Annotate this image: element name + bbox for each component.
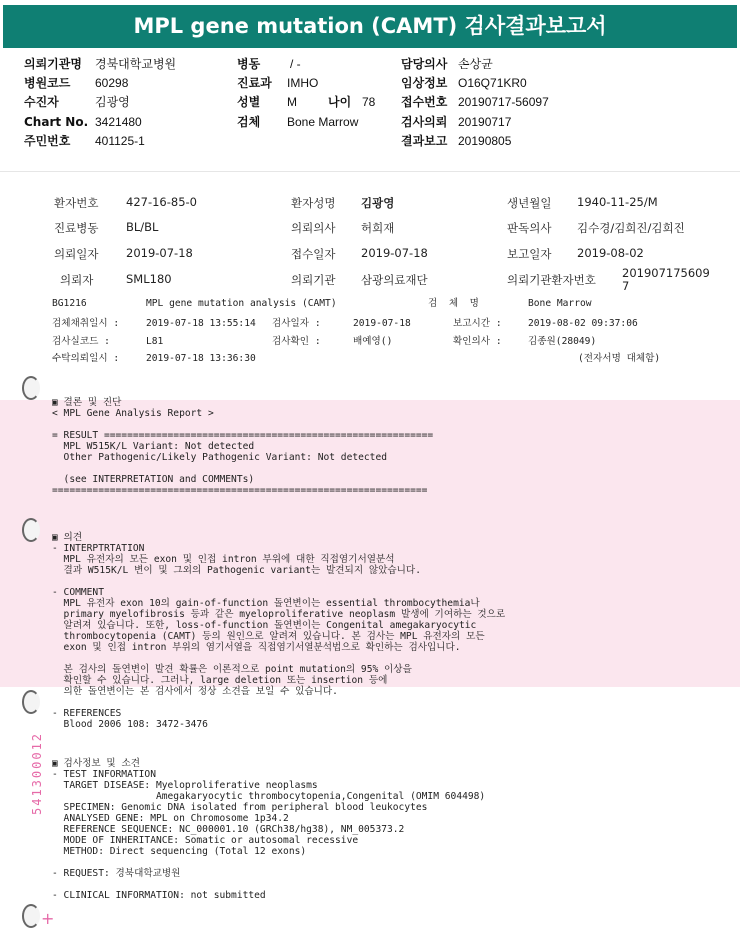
hospital-code-label: 병원코드 xyxy=(24,76,71,90)
resident-no-label: 주민번호 xyxy=(24,134,71,148)
sheet-specimen-label: 검 체 명 xyxy=(428,298,479,309)
sheet-recv-time: 2019-07-18 13:36:30 xyxy=(146,353,256,364)
sheet-confirm-label: 검사확인 : xyxy=(272,336,321,347)
result-report-label: 결과보고 xyxy=(401,134,448,148)
test-info-section: ▣ 검사정보 및 소견 - TEST INFORMATION TARGET DISEASE: Myeloproliferative neoplasms Amegakaryocytic thrombocytopenia,Congenital (OMIM 604498) SPECIMEN: Genomic DNA isolated from peripheral blood leukocytes ANALYSED GENE: MPL on Chromosome 1p34.2 REFERENCE SEQUENCE: NC_000001.10 (GRCh38/hg38), NM_005373.2 MODE OF INHERITANCE: Somatic or autosomal recessive METHOD: Direct sequencing (Total 12 exons) - REQUEST: 경북대학교병원 - CLINICAL INFORMATION: not submitted xyxy=(52,758,486,901)
scan-requester-label: 의뢰자 xyxy=(60,273,94,287)
specimen: Bone Marrow xyxy=(287,115,359,129)
request-org: 경북대학교병원 xyxy=(95,57,177,71)
punch-hole-icon xyxy=(22,690,40,714)
scan-req-doctor: 허희재 xyxy=(361,221,395,235)
result-report-date: 20190805 xyxy=(458,134,512,148)
dept: IMHO xyxy=(287,76,319,90)
scan-read-doctor-label: 판독의사 xyxy=(507,221,552,235)
doctor: 손상균 xyxy=(458,57,493,71)
scan-req-doctor-label: 의뢰의사 xyxy=(291,221,336,235)
specimen-label: 검체 xyxy=(237,115,261,129)
header-divider xyxy=(0,171,740,172)
test-request-date: 20190717 xyxy=(458,115,512,129)
scan-report-date-label: 보고일자 xyxy=(507,247,552,261)
sheet-lab-code: L81 xyxy=(146,336,164,347)
sheet-esign: (전자서명 대체함) xyxy=(578,353,661,364)
chart-no-label: Chart No. xyxy=(24,115,89,129)
sheet-report-time: 2019-08-02 09:37:06 xyxy=(528,318,638,329)
scan-read-doctor: 김수경/김희진/김희진 xyxy=(577,221,685,235)
scan-requester: SML180 xyxy=(126,272,172,286)
clinical-label: 임상정보 xyxy=(401,76,448,90)
clinical-info: O16Q71KR0 xyxy=(458,76,527,90)
dept-label: 진료과 xyxy=(237,76,272,90)
scan-patient-no-label: 환자번호 xyxy=(54,196,99,210)
scan-req-org-label: 의뢰기관 xyxy=(291,273,336,287)
chart-no: 3421480 xyxy=(95,115,142,129)
scan-org-patient-no-cont: 7 xyxy=(622,279,630,293)
scan-patient-name-label: 환자성명 xyxy=(291,196,336,210)
sheet-report-time-label: 보고시간 : xyxy=(453,318,502,329)
sheet-collect-time: 2019-07-18 13:55:14 xyxy=(146,318,256,329)
doctor-label: 담당의사 xyxy=(401,57,448,71)
scan-patient-no: 427-16-85-0 xyxy=(126,195,197,209)
sheet-recv-time-label: 수탁의뢰일시 : xyxy=(52,353,120,364)
sex-label: 성별 xyxy=(237,95,261,109)
sheet-collect-time-label: 검체채취일시 : xyxy=(52,318,120,329)
scan-recv-date: 2019-07-18 xyxy=(361,246,428,260)
age-label: 나이 xyxy=(328,95,352,109)
barcode-number: 541300012 xyxy=(30,731,44,815)
ward: / - xyxy=(290,57,301,71)
test-request-label: 검사의뢰 xyxy=(401,115,448,129)
hospital-code: 60298 xyxy=(95,76,129,90)
punch-hole-icon xyxy=(22,518,40,542)
scan-req-date-label: 의뢰일자 xyxy=(54,247,99,261)
sex: M xyxy=(287,95,297,109)
scan-report-date: 2019-08-02 xyxy=(577,246,644,260)
scan-req-date: 2019-07-18 xyxy=(126,246,193,260)
age: 78 xyxy=(362,95,376,109)
scan-ward: BL/BL xyxy=(126,220,159,234)
scan-patient-name: 김광영 xyxy=(361,196,395,210)
sheet-test-date-label: 검사일자 : xyxy=(272,318,321,329)
opinion-section: ▣ 의견 - INTERPTRTATION MPL 유전자의 모든 exon 및 인접 intron 부위에 대한 직접염기서열분석 결과 W515K/L 변이 및 그외의 Pathogenic variant는 발견되지 않았습니다. - COMMENT MPL 유전자 exon 10의 gain-of-function 돌연변이는 essential thrombocythemia나 primary myelofibrosis 등과 같은 myeloproliferative neoplasm 발생에 기여하는 것으로 알려져 있습니다. 또한, loss-of-function 돌연변이는 Congenital amegakaryocytic thrombocytopenia (CAMT) 등의 원인으로 알려져 있습니다. 본 검사는 MPL 유전자의 모든 exon 및 인접 intron 부위의 염기서열을 직접염기서열분석법으로 확인하는 검사입니다. 본 검사의 돌연변이 발견 확률은 이론적으로 point mutation의 95% 이상을 확인할 수 있습니다. 그러나, large deletion 또는 insertion 등에 의한 돌연변이는 본 검사에서 정상 소견을 보일 수 있습니다. - REFERENCES Blood 2006 108: 3472-3476 xyxy=(52,532,506,730)
scan-recv-date-label: 접수일자 xyxy=(291,247,336,261)
conclusion-section: ▣ 결론 및 진단 < MPL Gene Analysis Report > = RESULT ========================================================= MPL W515K/L Variant: Not detected Other Pathogenic/Likely Pathogenic Variant: Not detected (see INTERPRETATION and COMMENTs) ================================================================= xyxy=(52,397,434,496)
receipt-no: 20190717-56097 xyxy=(458,95,549,109)
patient-label: 수진자 xyxy=(24,95,59,109)
scan-org-patient-no-label: 의뢰기관환자번호 xyxy=(507,273,596,287)
sheet-lab-code-label: 검사실코드 : xyxy=(52,336,110,347)
sheet-code: BG1216 xyxy=(52,298,87,309)
sheet-test-date: 2019-07-18 xyxy=(353,318,411,329)
sheet-specimen: Bone Marrow xyxy=(528,298,592,309)
scan-req-org: 삼광의료재단 xyxy=(361,273,428,287)
sheet-confirm-doctor: 김종원(28049) xyxy=(528,336,597,347)
scan-birth-label: 생년월일 xyxy=(507,196,552,210)
punch-hole-icon xyxy=(22,376,40,400)
scan-birth: 1940-11-25/M xyxy=(577,195,658,209)
report-title: MPL gene mutation (CAMT) 검사결과보고서 xyxy=(3,5,737,48)
resident-no: 401125-1 xyxy=(95,134,145,148)
sheet-confirm-doctor-label: 확인의사 : xyxy=(453,336,502,347)
ward-label: 병동 xyxy=(237,57,261,71)
punch-hole-icon xyxy=(22,904,40,928)
scan-org-patient-no: 201907175609 xyxy=(622,266,710,280)
barcode-mark: + xyxy=(41,909,55,928)
receipt-no-label: 접수번호 xyxy=(401,95,448,109)
sheet-test-name: MPL gene mutation analysis (CAMT) xyxy=(146,298,337,309)
scan-ward-label: 진료병동 xyxy=(54,221,99,235)
sheet-confirm: 배예영() xyxy=(353,336,393,347)
patient-name: 김광영 xyxy=(95,95,130,109)
request-org-label: 의뢰기관명 xyxy=(24,57,82,71)
